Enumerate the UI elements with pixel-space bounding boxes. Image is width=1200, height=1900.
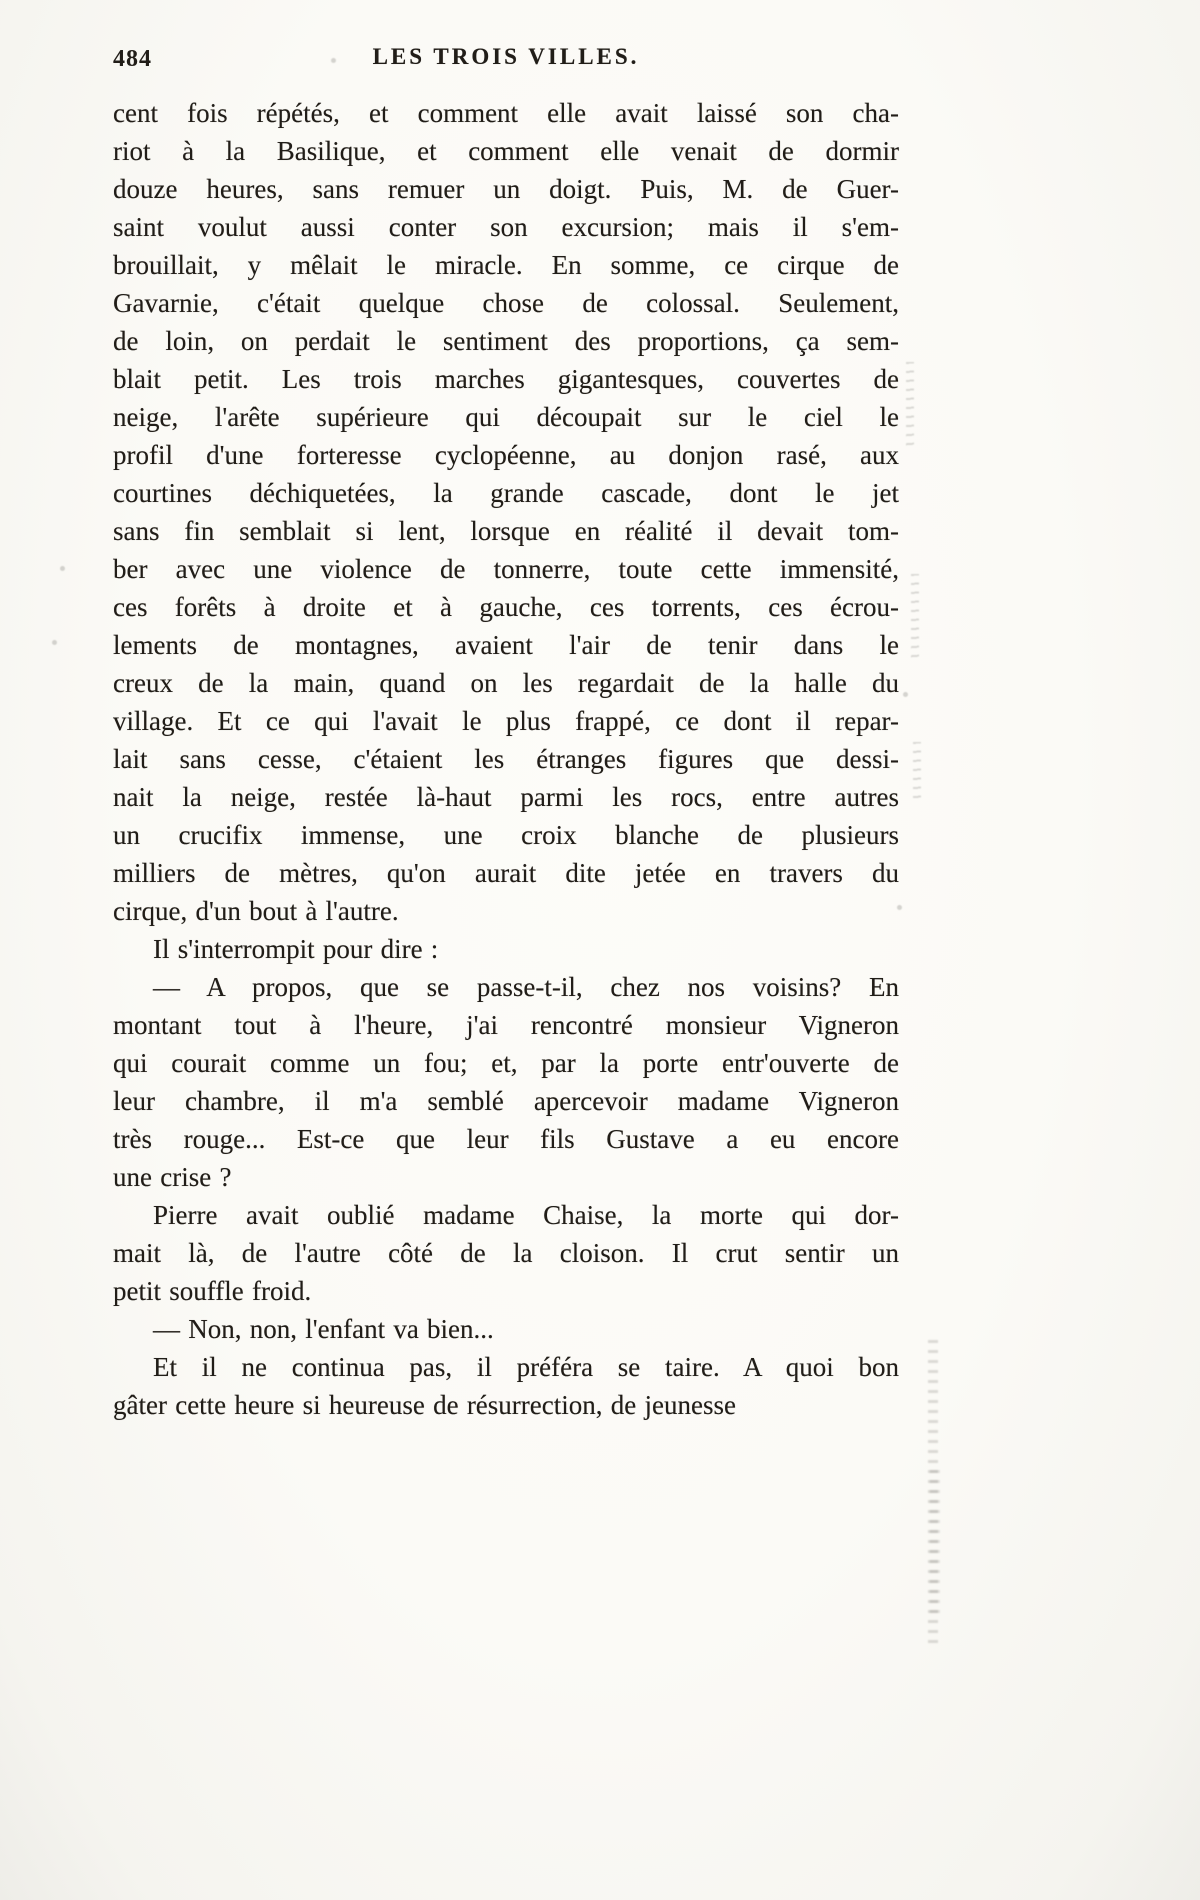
- text-line: petit souffle froid.: [113, 1276, 312, 1306]
- text-line: qui courait comme un fou; et, par la porte entr'ouverte de: [113, 1048, 899, 1078]
- text-line: neige, l'arête supérieure qui découpait sur le ciel le: [113, 402, 899, 432]
- text-line: leur chambre, il m'a semblé apercevoir madame Vigneron: [113, 1086, 899, 1116]
- page-body: [113, 94, 899, 1424]
- text-line: de loin, on perdait le sentiment des proportions, ça sem-: [113, 326, 899, 356]
- scan-artifact: [911, 574, 919, 660]
- scan-artifact: [906, 362, 914, 446]
- text-line: lait sans cesse, c'étaient les étranges figures que dessi-: [113, 744, 899, 774]
- text-line: riot à la Basilique, et comment elle venait de dormir: [113, 136, 899, 166]
- text-line: gâter cette heure si heureuse de résurrection, de jeunesse: [113, 1390, 736, 1420]
- text-line: saint voulut aussi conter son excursion; mais il s'em-: [113, 212, 899, 242]
- text-line: — A propos, que se passe-t-il, chez nos voisins? En: [153, 972, 899, 1002]
- text-line: blait petit. Les trois marches gigantesques, couvertes de: [113, 364, 899, 394]
- text-line: très rouge... Est-ce que leur fils Gustave a eu encore: [113, 1124, 899, 1154]
- text-line: cent fois répétés, et comment elle avait laissé son cha-: [113, 98, 899, 128]
- text-line: douze heures, sans remuer un doigt. Puis, M. de Guer-: [113, 174, 899, 204]
- text-line: mait là, de l'autre côté de la cloison. Il crut sentir un: [113, 1238, 899, 1268]
- page-header: [113, 44, 899, 78]
- scan-speck: [60, 566, 65, 571]
- text-line: un crucifix immense, une croix blanche de plusieurs: [113, 820, 899, 850]
- text-line: village. Et ce qui l'avait le plus frappé, ce dont il repar-: [113, 706, 899, 736]
- scan-artifact: [913, 742, 921, 804]
- text-line: cirque, d'un bout à l'autre.: [113, 896, 399, 926]
- text-line: courtines déchiquetées, la grande cascade, dont le jet: [113, 478, 899, 508]
- scan-speck: [52, 640, 57, 645]
- text-line: une crise ?: [113, 1162, 232, 1192]
- text-line: montant tout à l'heure, j'ai rencontré monsieur Vigneron: [113, 1010, 899, 1040]
- text-line: creux de la main, quand on les regardait de la halle du: [113, 668, 899, 698]
- text-line: milliers de mètres, qu'on aurait dite jetée en travers du: [113, 858, 899, 888]
- text-line: ces forêts à droite et à gauche, ces torrents, ces écrou-: [113, 592, 899, 622]
- text-line: Gavarnie, c'était quelque chose de colossal. Seulement,: [113, 288, 899, 318]
- running-title: LES TROIS VILLES.: [372, 44, 640, 69]
- scan-speck: [903, 692, 908, 697]
- text-line: Pierre avait oublié madame Chaise, la morte qui dor-: [153, 1200, 899, 1230]
- text-line: ber avec une violence de tonnerre, toute cette immensité,: [113, 554, 899, 584]
- text-line: brouillait, y mêlait le miracle. En somme, ce cirque de: [113, 250, 899, 280]
- text-line: sans fin semblait si lent, lorsque en réalité il devait tom-: [113, 516, 899, 546]
- text-line: lements de montagnes, avaient l'air de tenir dans le: [113, 630, 899, 660]
- text-line: Et il ne continua pas, il préféra se taire. A quoi bon: [153, 1352, 899, 1382]
- text-line: — Non, non, l'enfant va bien...: [153, 1314, 494, 1344]
- page-edge-bleedthrough: [930, 1470, 940, 1620]
- text-line: Il s'interrompit pour dire :: [153, 934, 439, 964]
- page-number: 484: [113, 46, 152, 72]
- text-line: profil d'une forteresse cyclopéenne, au donjon rasé, aux: [113, 440, 899, 470]
- text-line: nait la neige, restée là-haut parmi les rocs, entre autres: [113, 782, 899, 812]
